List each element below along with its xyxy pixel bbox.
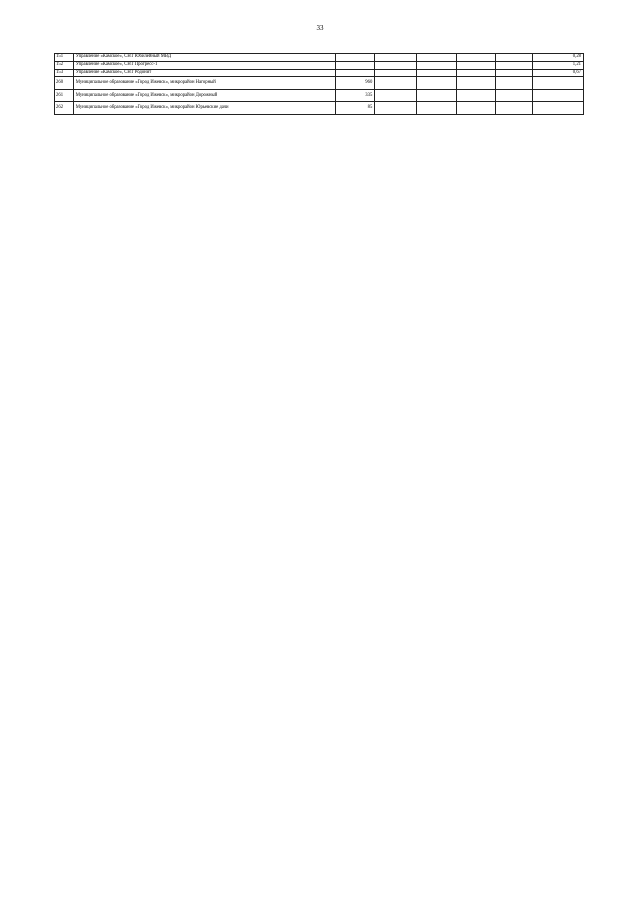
table-row (55, 69, 584, 77)
row-name: Управление «Камское», СНТ Юбилейный МВД (73, 54, 335, 62)
table-row (55, 89, 584, 102)
data-table (54, 53, 584, 115)
table-body (55, 54, 584, 115)
row-count: 85 (335, 102, 375, 115)
row-cell-empty (496, 102, 533, 115)
row-name: Управление «Камское», СНТ Прогресс-1 (73, 61, 335, 69)
row-number: 261 (55, 89, 74, 102)
row-name: Муниципальное образование «Город Ижевск», микрорайон Дорожный (73, 89, 335, 102)
page-number: 33 (316, 24, 324, 32)
row-name: Управление «Камское», СНТ Родонит (73, 69, 335, 77)
row-cell-empty (417, 89, 457, 102)
row-cell-empty (375, 102, 417, 115)
row-cell-empty (456, 89, 496, 102)
row-count (335, 61, 375, 69)
row-number: 262 (55, 102, 74, 115)
row-cell-empty (496, 89, 533, 102)
row-count (335, 69, 375, 77)
row-number: 260 (55, 77, 74, 90)
row-value (532, 77, 583, 90)
row-cell-empty (496, 77, 533, 90)
row-cell-empty (417, 102, 457, 115)
row-value: 0,28 (532, 54, 583, 62)
row-cell-empty (375, 61, 417, 69)
table-row (55, 102, 584, 115)
row-number: 152 (55, 61, 74, 69)
row-cell-empty (417, 69, 457, 77)
row-cell-empty (456, 61, 496, 69)
table-row (55, 54, 584, 62)
row-cell-empty (375, 89, 417, 102)
row-count: 960 (335, 77, 375, 90)
row-value (532, 102, 583, 115)
row-cell-empty (375, 77, 417, 90)
table-row (55, 77, 584, 90)
row-cell-empty (456, 102, 496, 115)
row-cell-empty (417, 77, 457, 90)
row-name: Муниципальное образование «Город Ижевск», микрорайон Юрьевские дачи (73, 102, 335, 115)
row-cell-empty (456, 77, 496, 90)
row-cell-empty (375, 54, 417, 62)
row-cell-empty (456, 69, 496, 77)
row-number: 151 (55, 54, 74, 62)
row-number: 153 (55, 69, 74, 77)
table-row (55, 61, 584, 69)
row-cell-empty (496, 61, 533, 69)
row-value: 0,67 (532, 69, 583, 77)
row-value: 1,21 (532, 61, 583, 69)
row-cell-empty (417, 54, 457, 62)
row-cell-empty (375, 69, 417, 77)
row-value (532, 89, 583, 102)
row-cell-empty (456, 54, 496, 62)
row-count (335, 54, 375, 62)
row-count: 335 (335, 89, 375, 102)
row-name: Муниципальное образование «Город Ижевск», микрорайон Нагорный (73, 77, 335, 90)
row-cell-empty (417, 61, 457, 69)
row-cell-empty (496, 69, 533, 77)
row-cell-empty (496, 54, 533, 62)
